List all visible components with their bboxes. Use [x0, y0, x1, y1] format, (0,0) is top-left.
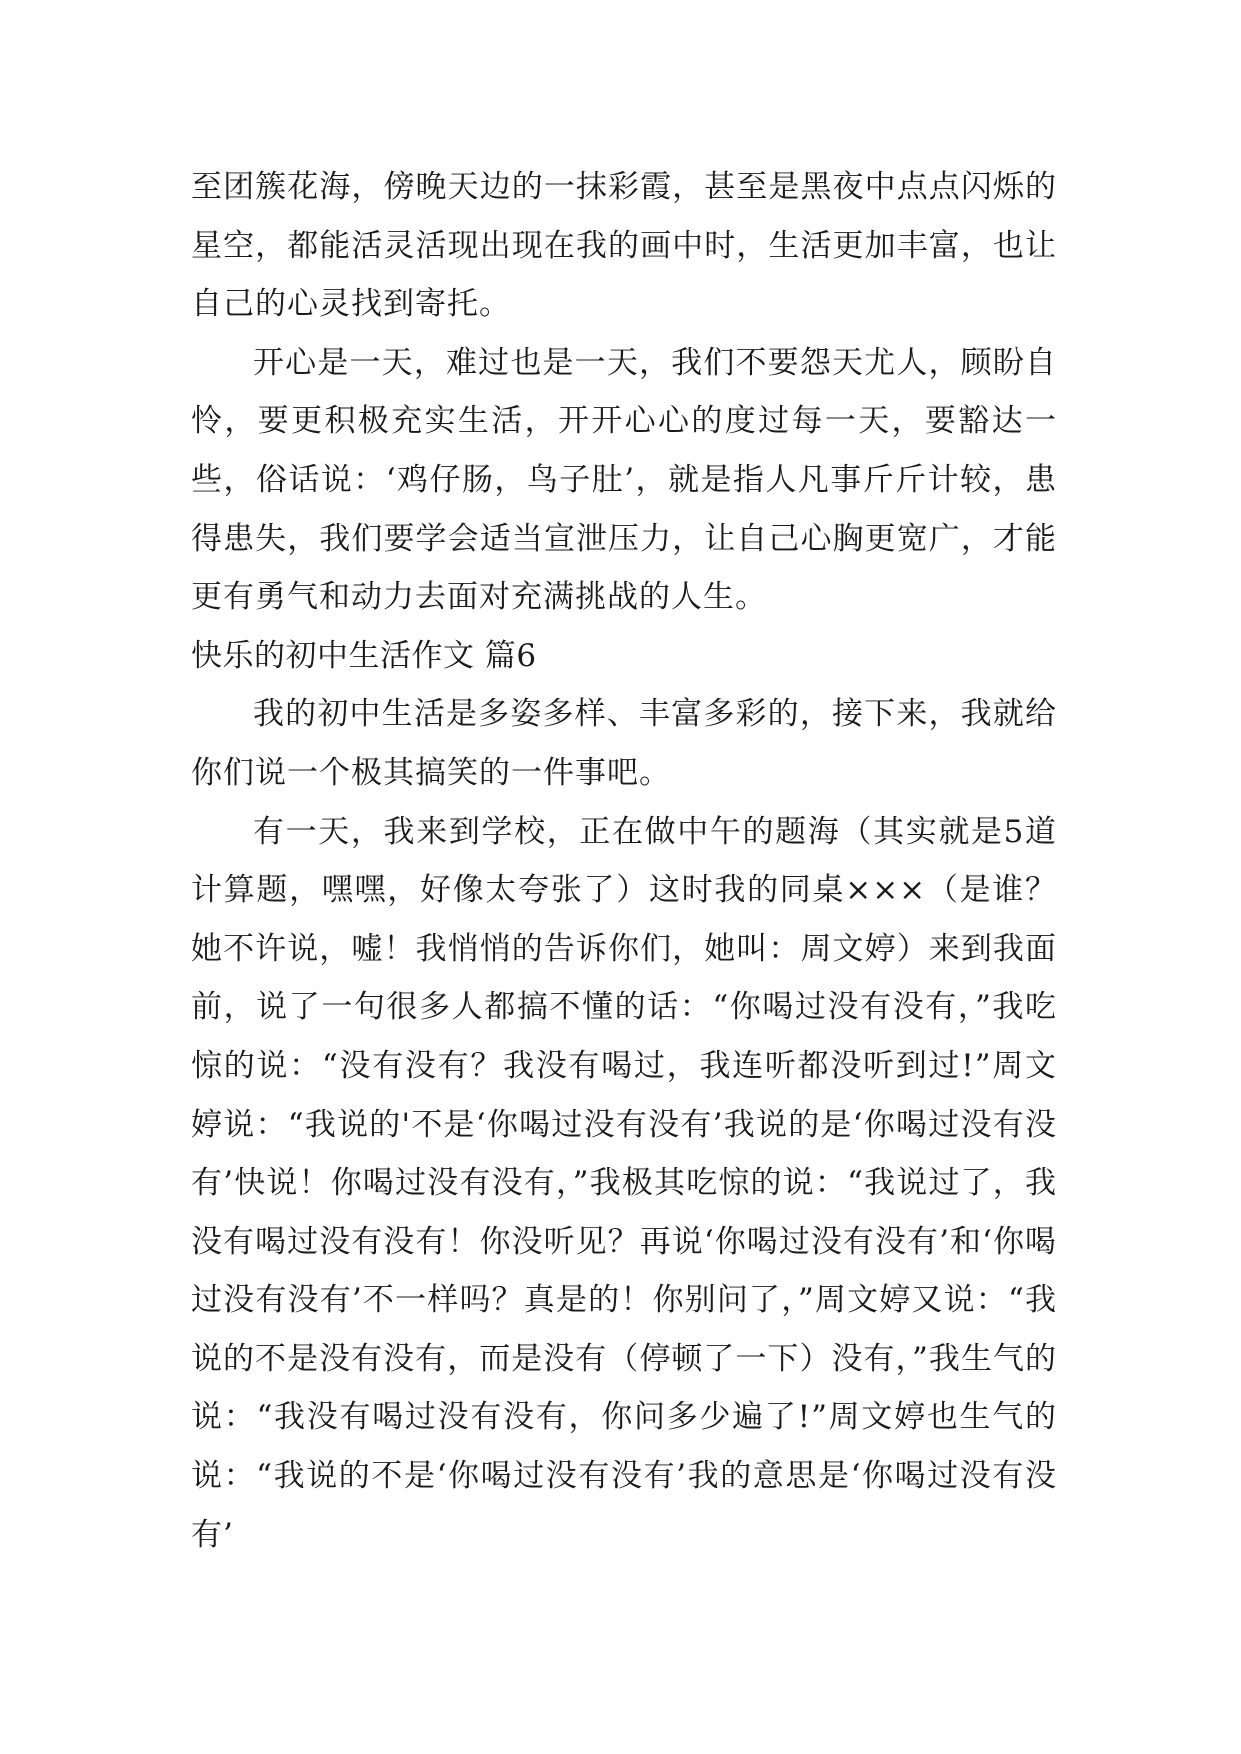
document-page — [191, 158, 1057, 1564]
section-title: 快乐的初中生活作文 篇6 — [191, 637, 537, 674]
paragraph-3: 我的初中生活是多姿多样、丰富多彩的，接下来，我就给你们说一个极其搞笑的一件事吧。 — [191, 696, 1057, 791]
paragraph-2: 开心是一天，难过也是一天，我们不要怨天尤人，顾盼自怜，要更积极充实生活，开开心心的度过每一天，要豁达一些，俗话说：‘鸡仔肠，鸟子肚’，就是指人凡事斤斤计较，患得患失，我们要学会适当宣泄压力，让自己心胸更宽广，才能更有勇气和动力去面对充满挑战的人生。 — [191, 344, 1057, 616]
paragraph-4: 有一天，我来到学校，正在做中午的题海（其实就是5道计算题，嘿嘿，好像太夸张了）这时我的同桌×××（是谁？她不许说，嘘！我悄悄的告诉你们，她叫：周文婷）来到我面前，说了一句很多人都搞不懂的话：“你喝过没有没有，”我吃惊的说：“没有没有？我没有喝过，我连听都没听到过!”周文婷说：“我说的'不是‘你喝过没有没有’我说的是‘你喝过没有没有’快说！你喝过没有没有，”我极其吃惊的说：“我说过了，我没有喝过没有没有！你没听见？再说‘你喝过没有没有’和‘你喝过没有没有’不一样吗？真是的！你别问了，”周文婷又说：“我说的不是没有没有，而是没有（停顿了一下）没有，”我生气的说：“我没有喝过没有没有，你问多少遍了!”周文婷也生气的说：“我说的不是‘你喝过没有没有’我的意思是‘你喝过没有没有’ — [191, 813, 1057, 1553]
paragraph-1: 至团簇花海，傍晚天边的一抹彩霞，甚至是黑夜中点点闪烁的星空，都能活灵活现出现在我的画中时，生活更加丰富，也让自己的心灵找到寄托。 — [191, 169, 1057, 323]
